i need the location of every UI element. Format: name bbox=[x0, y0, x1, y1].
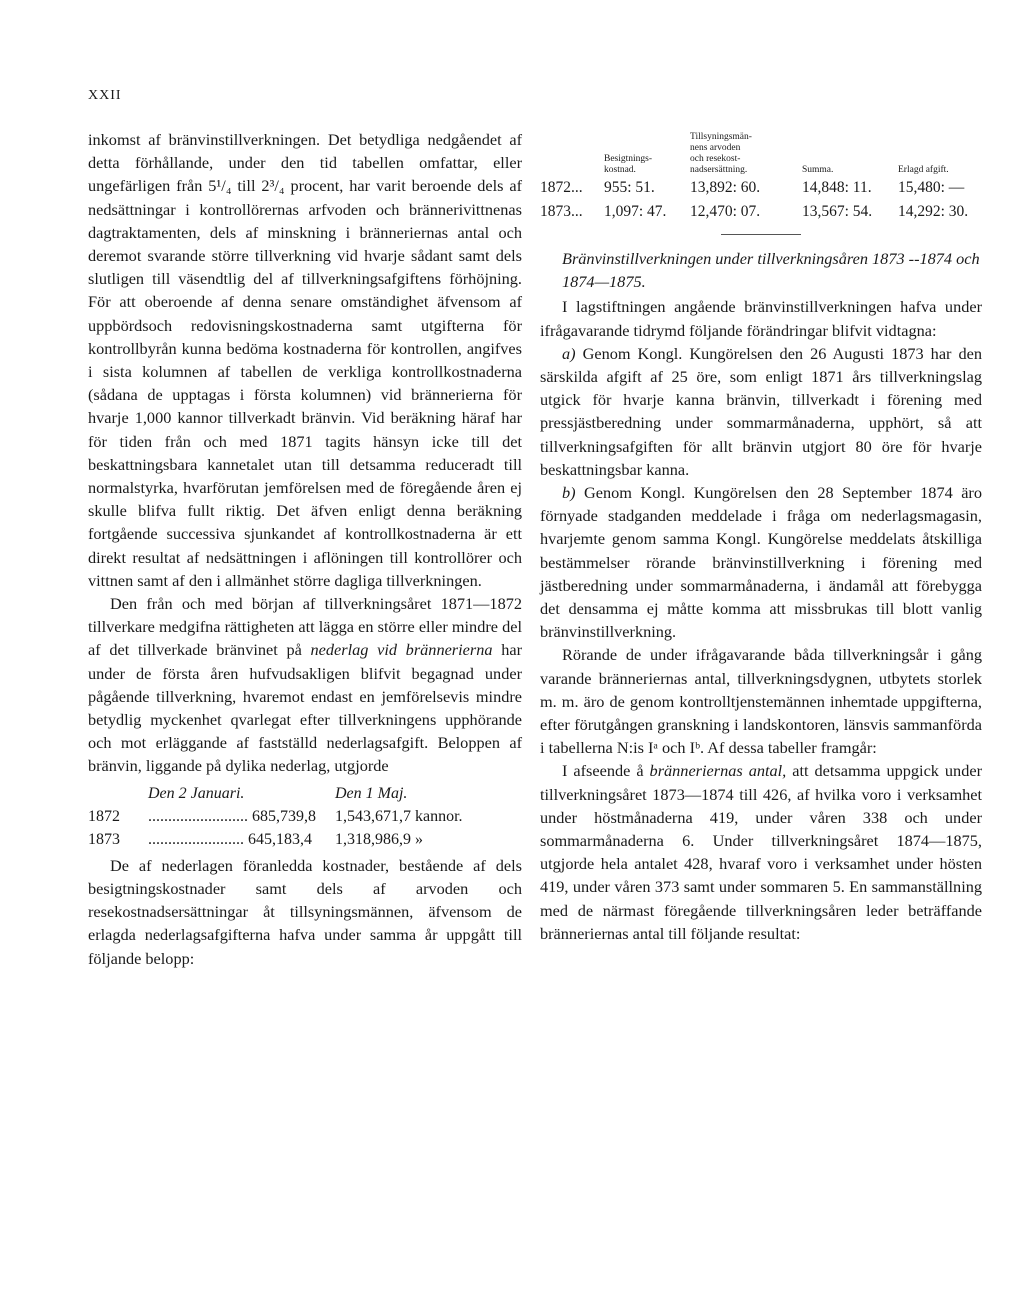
fees-sum: 14,848: 11. bbox=[802, 179, 872, 196]
holdings-jan-value: ......................... 685,739,8 bbox=[148, 808, 316, 826]
paragraph-item-b bbox=[540, 481, 982, 643]
right-column bbox=[540, 128, 982, 945]
table-row bbox=[540, 200, 982, 224]
warehouse-fees-table bbox=[540, 118, 982, 224]
holdings-header-jan: Den 2 Januari. bbox=[148, 784, 245, 802]
fees-header bbox=[540, 118, 982, 176]
holdings-year: 1873 bbox=[88, 831, 120, 849]
paragraph-distilleries: Rörande de under ifrågavarande båda tillverkningsår i gång varande bränneriernas antal, tillverkningsdygnen, utbytets storlek m. m. äro de genom kontrolltjenstemännen inhemtade uppgifterna, efter förutgången granskning i landskontoren, länsvis sammanförda i tabellerna N:is Iᵃ och Iᵇ. Af dessa tabeller framgår: bbox=[540, 645, 982, 758]
table-row bbox=[88, 806, 522, 829]
section-divider bbox=[721, 234, 801, 235]
holdings-jan-value: ........................ 645,183,4 bbox=[148, 831, 312, 849]
warehouse-text-b: har under de första åren hufvudsakligen blifvit begagnad under pågående tillverkning, hvaremot endast en jemförelsevis mindre betydlig myckenhet qvarlegat efter tillverkningens upphörande och mot erläggande af fastställd nederlagsafgift. Beloppen af bränvin, liggande på dylika nederlag, utgjorde bbox=[88, 640, 523, 776]
item-b-label: b) bbox=[562, 483, 576, 503]
fees-header-sum: Summa. bbox=[802, 165, 834, 175]
fees-paid: 15,480: — bbox=[898, 179, 965, 196]
table-row bbox=[540, 176, 982, 200]
fees-inspection: 955: 51. bbox=[604, 179, 655, 196]
item-b-text: Genom Kongl. Kungörelsen den 28 September 1874 äro förnyade stadganden meddelade i fråga om nederlagsmagasin, hvarjemte genom samma Kongl. Kungörelse meddelats åtskilliga bestämmelser rörande bränvinstillverkning i förening med jästberedning under sommarmånaderna, i ändamål att förebygga det densamma ej måtte komma att missbrukas till blott vanlig bränvinstillverkning. bbox=[540, 483, 982, 642]
page-number: XXII bbox=[88, 88, 122, 103]
holdings-header-may: Den 1 Maj. bbox=[335, 784, 408, 802]
count-text-a: I afseende å bbox=[562, 761, 650, 781]
table-row bbox=[88, 829, 522, 852]
paragraph-legislation: I lagstiftningen angående bränvinstillverkningen hafva under ifrågavarande tidrymd följande förändringar blifvit vidtagna: bbox=[540, 297, 982, 340]
warehouse-holdings-table bbox=[88, 782, 522, 852]
paragraph-control-costs: inkomst af bränvinstillverkningen. Det betydliga nedgåendet af detta förhållande, under den tid tabellen omfattar, eller ungefärligen från 5¹/₄ till 2³/₄ procent, har varit beroende dels af nedsättningar i kontrollörernas arfvoden och brännerivittnenas dagtraktamenten, dels af minskning i bränneriernas antal och deremot svarande större tillverkning vid hvarje sådant samt dels slutligen till väsendtlig del af tillverkningsafgiftens förhöjning. För att oberoende af denna senare omständighet äfvensom af uppbördsoch redovisningskostnaderna samt utgifterna för kontrollbyrån kunna bedöma kostnaderna för kontrollen, angifves i sista kolumnen af tabellen de verkliga kontrollkostnaderna (sådana de upptagas i första kolumnen) vid brännerierna för hvarje 1,000 kannor tillverkadt bränvin. Vid beräkning häraf har för tiden från och med 1871 tagits hänsyn icke till det beskattningsbara kannetalet utan till detsamma reduceradt till normalstyrka, hvarförutan jemförelsen med de föregående åren ej skulle blifva fullt riktig. Det äfven enligt denna beräkning fortgående successiva sjunkandet af kontrollkostnaderna är ett direkt resultat af nedsättningen i aflöningen till kontrollörer och vittnen samt af den i allmänhet större dagliga tillverkningen. bbox=[88, 130, 522, 590]
fees-paid: 14,292: 30. bbox=[898, 203, 969, 220]
item-a-label: a) bbox=[562, 343, 576, 363]
fees-header-inspection: Besigtnings- kostnad. bbox=[604, 154, 653, 175]
section-heading: Bränvinstillverkningen under tillverkningsåren 1873 --1874 och 1874—1875. bbox=[562, 249, 980, 292]
fees-supervisors: 12,470: 07. bbox=[690, 203, 761, 220]
holdings-header bbox=[88, 782, 522, 806]
paragraph-item-a bbox=[540, 342, 982, 481]
fees-header-fee: Erlagd afgift. bbox=[898, 165, 949, 175]
fees-supervisors: 13,892: 60. bbox=[690, 179, 761, 196]
paragraph-warehouse-costs: De af nederlagen föranledda kostnader, bestående af dels besigtningskostnader samt dels af arvoden och resekostnadsersättningar åt tillsyningsmännen, äfvensom de erlagda nederlagsafgifterna hafva under samma år uppgått till följande belopp: bbox=[88, 855, 522, 968]
item-a-text: Genom Kongl. Kungörelsen den 26 Augusti 1873 har den särskilda afgift af 25 öre, som enligt 1871 års tillverkningslag utgick för hvarje kanna bränvin, tillverkadt i förening med pressjästberedning under sommarmånaderna, upphört, så att tillverkningsafgiften för allt bränvin utgjort 80 öre för hvarje beskattningsbar kanna. bbox=[540, 343, 982, 479]
count-italic: bränneriernas antal, bbox=[649, 761, 787, 781]
paragraph-warehouse bbox=[88, 592, 522, 778]
holdings-may-value: 1,318,986,9 » bbox=[335, 831, 423, 849]
left-column bbox=[88, 128, 522, 970]
fees-inspection: 1,097: 47. bbox=[604, 203, 667, 220]
paragraph-distillery-count bbox=[540, 759, 982, 945]
warehouse-italic: nederlag vid brännerierna bbox=[310, 640, 493, 660]
count-text-b: att detsamma uppgick under tillverkningsåret 1873—1874 till 426, af hvilka voro i verksamhet under höstmånaderna 419, under våren 338 och under sommarmånaderna 6. Under tillverkningsåret 1874—1875, utgjorde hela antalet 428, hvaraf voro i verksamhet under hösten 419, under våren 373 samt under sommaren 5. En sammanställning med de närmast föregående tillverkningsåren leder beträffande bränneriernas antal till följande resultat: bbox=[540, 761, 982, 943]
holdings-year: 1872 bbox=[88, 808, 120, 826]
holdings-may-value: 1,543,671,7 kannor. bbox=[335, 808, 463, 826]
fees-year: 1873... bbox=[540, 203, 583, 220]
warehouse-text-a: Den från och med början af tillverkningsåret 1871—1872 tillverkare medgifna rättigheten att lägga en större eller mindre del af det tillverkade bränvinet på bbox=[88, 594, 522, 660]
fees-header-supervisors: Tillsyningsmän- nens arvoden och resekost- nadsersättning. bbox=[690, 132, 752, 175]
fees-year: 1872... bbox=[540, 179, 583, 196]
fees-sum: 13,567: 54. bbox=[802, 203, 873, 220]
